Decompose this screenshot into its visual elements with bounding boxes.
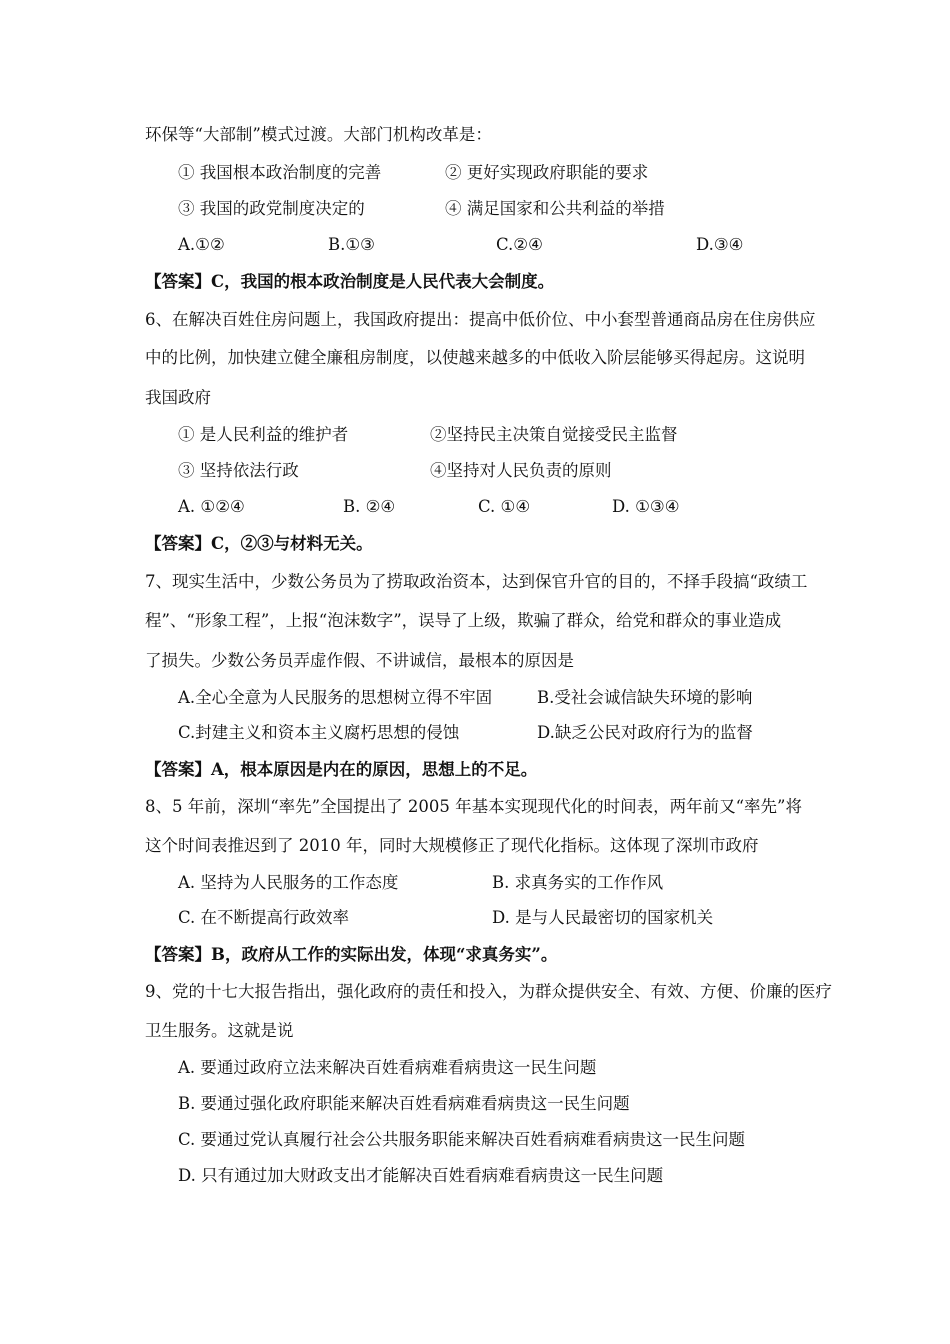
- q6-statement-4: ④坚持对人民负责的原则: [430, 461, 612, 480]
- q6-answer: 【答案】C，②③与材料无关。: [145, 534, 373, 553]
- q6-statement-3: ③ 坚持依法行政: [178, 461, 299, 480]
- q8-option-a: A. 坚持为人民服务的工作态度: [178, 873, 399, 892]
- q5-option-a: A.①②: [178, 235, 225, 254]
- q5-statement-2: ② 更好实现政府职能的要求: [445, 163, 649, 182]
- q5-statement-4: ④ 满足国家和公共利益的举措: [445, 199, 665, 218]
- q7-stem-line-2: 程”、“形象工程”，上报“泡沫数字”，误导了上级，欺骗了群众，给党和群众的事业造成: [145, 611, 782, 630]
- q9-option-b: B. 要通过强化政府职能来解决百姓看病难看病贵这一民生问题: [178, 1094, 630, 1113]
- q7-stem-line-3: 了损失。少数公务员弄虚作假、不讲诚信，最根本的原因是: [145, 651, 574, 670]
- q5-stem-tail: 环保等“大部制”模式过渡。大部门机构改革是：: [145, 125, 492, 144]
- q7-option-d: D.缺乏公民对政府行为的监督: [537, 723, 753, 742]
- q8-stem-line-1: 8、5 年前，深圳“率先”全国提出了 2005 年基本实现现代化的时间表，两年前又“率先”将: [145, 797, 802, 816]
- q7-option-a: A.全心全意为人民服务的思想树立得不牢固: [178, 688, 493, 707]
- q6-option-b: B. ②④: [343, 497, 396, 516]
- q5-statement-1: ① 我国根本政治制度的完善: [178, 163, 382, 182]
- q5-option-c: C.②④: [496, 235, 543, 254]
- q9-option-a: A. 要通过政府立法来解决百姓看病难看病贵这一民生问题: [178, 1058, 597, 1077]
- q5-statement-3: ③ 我国的政党制度决定的: [178, 199, 365, 218]
- q6-statement-1: ① 是人民利益的维护者: [178, 425, 349, 444]
- q8-option-b: B. 求真务实的工作作风: [492, 873, 664, 892]
- q6-stem-line-1: 6、在解决百姓住房问题上，我国政府提出：提高中低价位、中小套型普通商品房在住房供应: [145, 310, 816, 329]
- q7-option-b: B.受社会诚信缺失环境的影响: [537, 688, 753, 707]
- q5-option-b: B.①③: [328, 235, 375, 254]
- q9-stem-line-2: 卫生服务。这就是说: [145, 1021, 294, 1040]
- q6-option-d: D. ①③④: [612, 497, 680, 516]
- q6-statement-2: ②坚持民主决策自觉接受民主监督: [430, 425, 678, 444]
- q5-answer: 【答案】C，我国的根本政治制度是人民代表大会制度。: [145, 272, 555, 291]
- q8-answer: 【答案】B，政府从工作的实际出发，体现“求真务实”。: [145, 945, 558, 964]
- q9-stem-line-1: 9、党的十七大报告指出，强化政府的责任和投入，为群众提供安全、有效、方便、价廉的医疗: [145, 982, 832, 1001]
- q8-stem-line-2: 这个时间表推迟到了 2010 年，同时大规模修正了现代化指标。这体现了深圳市政府: [145, 836, 759, 855]
- q8-option-d: D. 是与人民最密切的国家机关: [492, 908, 714, 927]
- q6-stem-line-3: 我国政府: [145, 388, 211, 407]
- q7-option-c: C.封建主义和资本主义腐朽思想的侵蚀: [178, 723, 460, 742]
- q7-stem-line-1: 7、现实生活中，少数公务员为了捞取政治资本，达到保官升官的目的，不择手段搞“政绩工: [145, 572, 808, 591]
- q6-option-a: A. ①②④: [178, 497, 245, 516]
- q6-option-c: C. ①④: [478, 497, 531, 516]
- q7-answer: 【答案】A，根本原因是内在的原因，思想上的不足。: [145, 760, 538, 779]
- q5-option-d: D.③④: [696, 235, 744, 254]
- q9-option-d: D. 只有通过加大财政支出才能解决百姓看病难看病贵这一民生问题: [178, 1166, 664, 1185]
- q9-option-c: C. 要通过党认真履行社会公共服务职能来解决百姓看病难看病贵这一民生问题: [178, 1130, 746, 1149]
- q8-option-c: C. 在不断提高行政效率: [178, 908, 350, 927]
- q6-stem-line-2: 中的比例，加快建立健全廉租房制度，以使越来越多的中低收入阶层能够买得起房。这说明: [145, 348, 805, 367]
